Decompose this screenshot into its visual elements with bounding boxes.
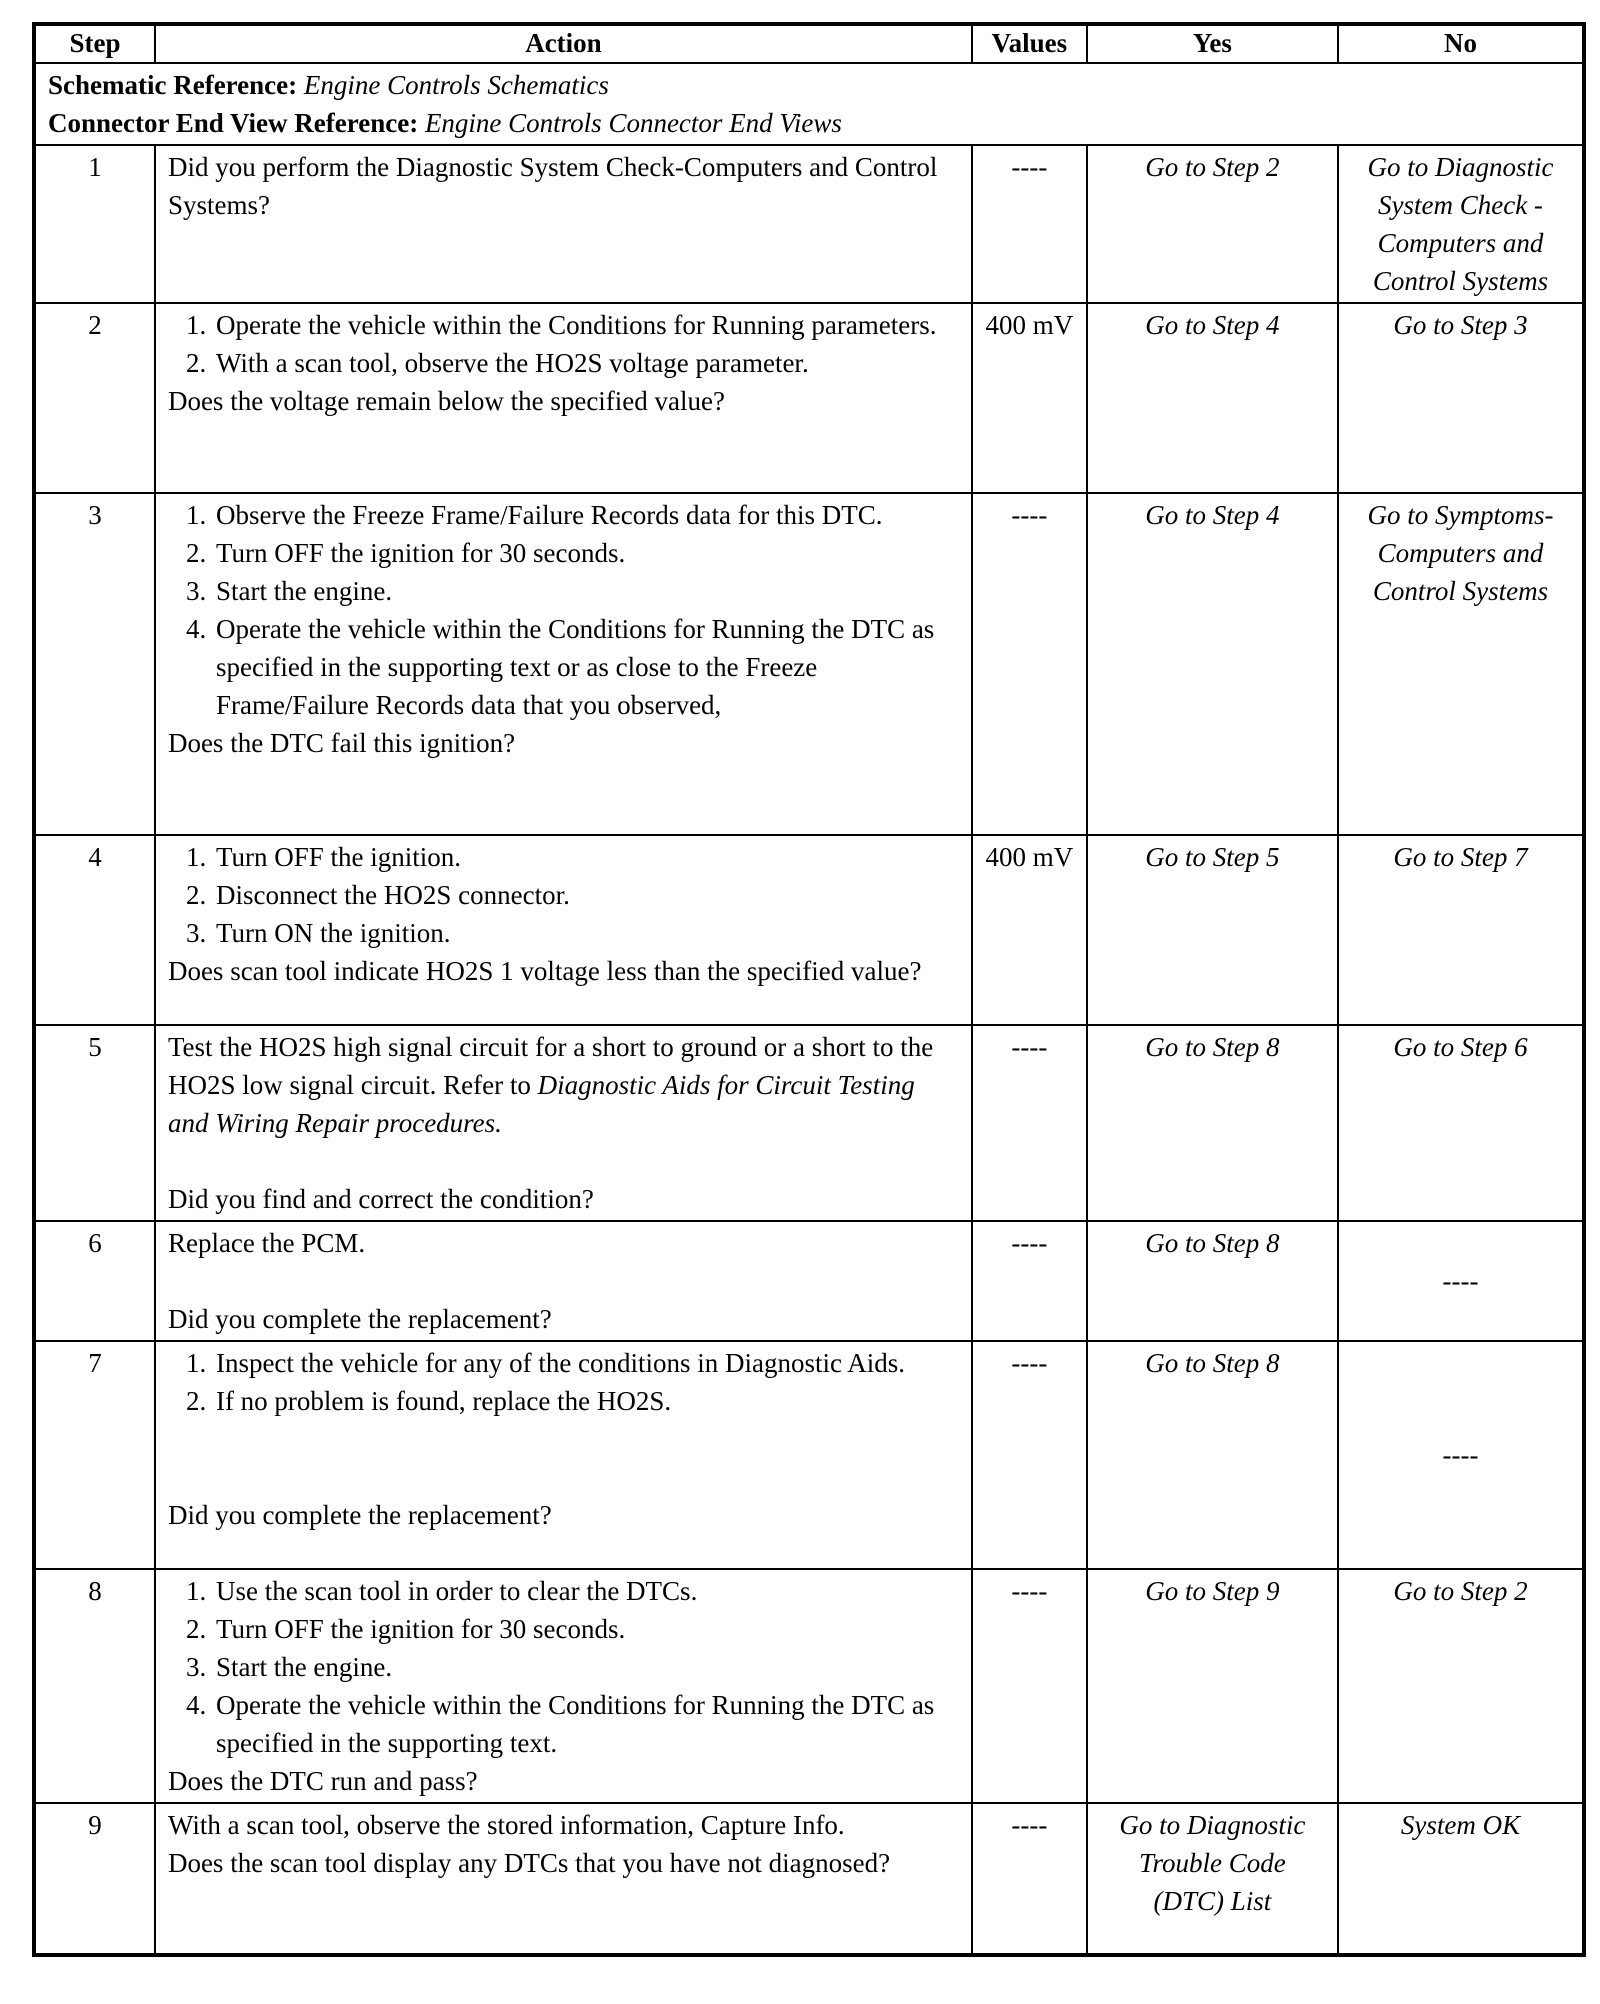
step-number: 7	[34, 1341, 155, 1569]
value-cell: ----	[972, 1569, 1087, 1803]
connector-reference-label: Connector End View Reference:	[48, 108, 419, 138]
list-item: 1. Operate the vehicle within the Conditions for Running parameters.	[185, 310, 937, 340]
action-text: Replace the PCM.	[167, 1228, 366, 1258]
diagnostic-table	[32, 22, 1586, 1957]
action-list	[168, 838, 959, 952]
step-number: 2	[34, 303, 155, 493]
step-number: 4	[34, 835, 155, 1025]
yes-link[interactable]: Go to Step 8	[1087, 1025, 1338, 1221]
yes-link[interactable]: Go to Step 8	[1087, 1341, 1338, 1569]
action-cell	[155, 835, 972, 1025]
header-row	[34, 24, 1584, 63]
no-link[interactable]: Go to Step 7	[1338, 835, 1584, 1025]
action-cell	[155, 1569, 972, 1803]
yes-link[interactable]: Go to Step 2	[1087, 145, 1338, 303]
action-text: With a scan tool, observe the stored information, Capture Info.	[167, 1810, 845, 1840]
step-number: 6	[34, 1221, 155, 1341]
header-action: Action	[155, 24, 972, 63]
header-yes: Yes	[1087, 24, 1338, 63]
no-link[interactable]: Go to Step 3	[1338, 303, 1584, 493]
action-cell	[155, 1221, 972, 1341]
no-link[interactable]: Go to Step 2	[1338, 1569, 1584, 1803]
action-list	[168, 1344, 959, 1420]
no-link[interactable]: Go to Step 6	[1338, 1025, 1584, 1221]
value-cell: ----	[972, 145, 1087, 303]
table-row-step-3	[34, 493, 1584, 835]
table-row-step-6	[34, 1221, 1584, 1341]
list-item: 1. Inspect the vehicle for any of the conditions in Diagnostic Aids.	[185, 1348, 906, 1378]
yes-link[interactable]: Go to Step 5	[1087, 835, 1338, 1025]
step-number: 5	[34, 1025, 155, 1221]
value-cell: ----	[972, 1803, 1087, 1955]
no-value: System OK	[1338, 1803, 1584, 1955]
no-link[interactable]: Go to Diagnostic System Check - Computers and Control Systems	[1338, 145, 1584, 303]
table-row-step-9	[34, 1803, 1584, 1955]
table-row-step-4	[34, 835, 1584, 1025]
action-cell	[155, 1803, 972, 1955]
list-item: 2. Turn OFF the ignition for 30 seconds.	[185, 1614, 626, 1644]
list-item: 3. Turn ON the ignition.	[185, 918, 451, 948]
action-question: Does the voltage remain below the specified value?	[167, 386, 725, 416]
schematic-reference-label: Schematic Reference:	[48, 70, 298, 100]
action-list	[168, 306, 959, 382]
yes-link[interactable]: Go to Step 9	[1087, 1569, 1338, 1803]
list-item: 3. Start the engine.	[185, 576, 393, 606]
list-item: 4. Operate the vehicle within the Conditions for Running the DTC as specified in the supporting text or as close to the Freeze Frame/Failure Records data that you observed,	[185, 614, 935, 720]
action-question: Did you complete the replacement?	[167, 1304, 552, 1334]
yes-link[interactable]: Go to Step 8	[1087, 1221, 1338, 1341]
value-cell: 400 mV	[972, 835, 1087, 1025]
header-no: No	[1338, 24, 1584, 63]
step-number: 8	[34, 1569, 155, 1803]
action-list	[168, 1572, 959, 1762]
step-number: 3	[34, 493, 155, 835]
list-item: 3. Start the engine.	[185, 1652, 393, 1682]
action-cell	[155, 145, 972, 303]
yes-link[interactable]: Go to Step 4	[1087, 303, 1338, 493]
action-question: Does the scan tool display any DTCs that you have not diagnosed?	[167, 1848, 891, 1878]
action-question: Did you complete the replacement?	[167, 1500, 552, 1530]
spacer	[168, 1262, 959, 1300]
spacer	[168, 1142, 959, 1180]
action-question: Does scan tool indicate HO2S 1 voltage less than the specified value?	[167, 956, 922, 986]
action-cell	[155, 303, 972, 493]
value-cell: 400 mV	[972, 303, 1087, 493]
diagnostic-table-container	[32, 22, 1586, 1957]
action-question: Does the DTC fail this ignition?	[167, 728, 516, 758]
table-row-step-5	[34, 1025, 1584, 1221]
list-item: 1. Use the scan tool in order to clear the DTCs.	[185, 1576, 698, 1606]
no-value: ----	[1338, 1341, 1584, 1569]
table-row-step-1	[34, 145, 1584, 303]
no-link[interactable]: Go to Symptoms- Computers and Control Systems	[1338, 493, 1584, 835]
table-row-step-8	[34, 1569, 1584, 1803]
action-cell	[155, 1341, 972, 1569]
spacer	[168, 1420, 959, 1496]
list-item: 1. Turn OFF the ignition.	[185, 842, 462, 872]
reference-cell	[34, 63, 1584, 145]
step-number: 1	[34, 145, 155, 303]
list-item: 4. Operate the vehicle within the Conditions for Running the DTC as specified in the supporting text.	[185, 1690, 935, 1758]
value-cell: ----	[972, 1025, 1087, 1221]
list-item: 2. With a scan tool, observe the HO2S voltage parameter.	[185, 348, 809, 378]
action-text: Test the HO2S high signal circuit for a short to ground or a short to the HO2S low signal circuit. Refer to	[167, 1032, 934, 1100]
action-question: Does the DTC run and pass?	[167, 1766, 478, 1796]
header-values: Values	[972, 24, 1087, 63]
table-row-step-2	[34, 303, 1584, 493]
schematic-reference-link[interactable]: Engine Controls Schematics	[303, 70, 609, 100]
reference-row	[34, 63, 1584, 145]
action-cell	[155, 493, 972, 835]
action-list	[168, 496, 959, 724]
connector-reference	[48, 104, 1570, 142]
value-cell: ----	[972, 1221, 1087, 1341]
value-cell: ----	[972, 1341, 1087, 1569]
list-item: 2. Disconnect the HO2S connector.	[185, 880, 570, 910]
action-question: Did you find and correct the condition?	[167, 1184, 594, 1214]
list-item: 2. If no problem is found, replace the HO2S.	[185, 1386, 672, 1416]
yes-link[interactable]: Go to Step 4	[1087, 493, 1338, 835]
action-text: Did you perform the Diagnostic System Check-Computers and Control Systems?	[167, 152, 938, 220]
schematic-reference	[48, 66, 1570, 104]
table-row-step-7	[34, 1341, 1584, 1569]
list-item: 1. Observe the Freeze Frame/Failure Records data for this DTC.	[185, 500, 883, 530]
connector-reference-link[interactable]: Engine Controls Connector End Views	[424, 108, 842, 138]
list-item: 2. Turn OFF the ignition for 30 seconds.	[185, 538, 626, 568]
diagnostic-aids-link[interactable]: Diagnostic Aids for Circuit Testing and Wiring Repair procedures.	[167, 1070, 915, 1138]
step-number: 9	[34, 1803, 155, 1955]
header-step: Step	[34, 24, 155, 63]
action-cell	[155, 1025, 972, 1221]
yes-link[interactable]: Go to Diagnostic Trouble Code (DTC) List	[1087, 1803, 1338, 1955]
no-value: ----	[1338, 1221, 1584, 1341]
value-cell: ----	[972, 493, 1087, 835]
